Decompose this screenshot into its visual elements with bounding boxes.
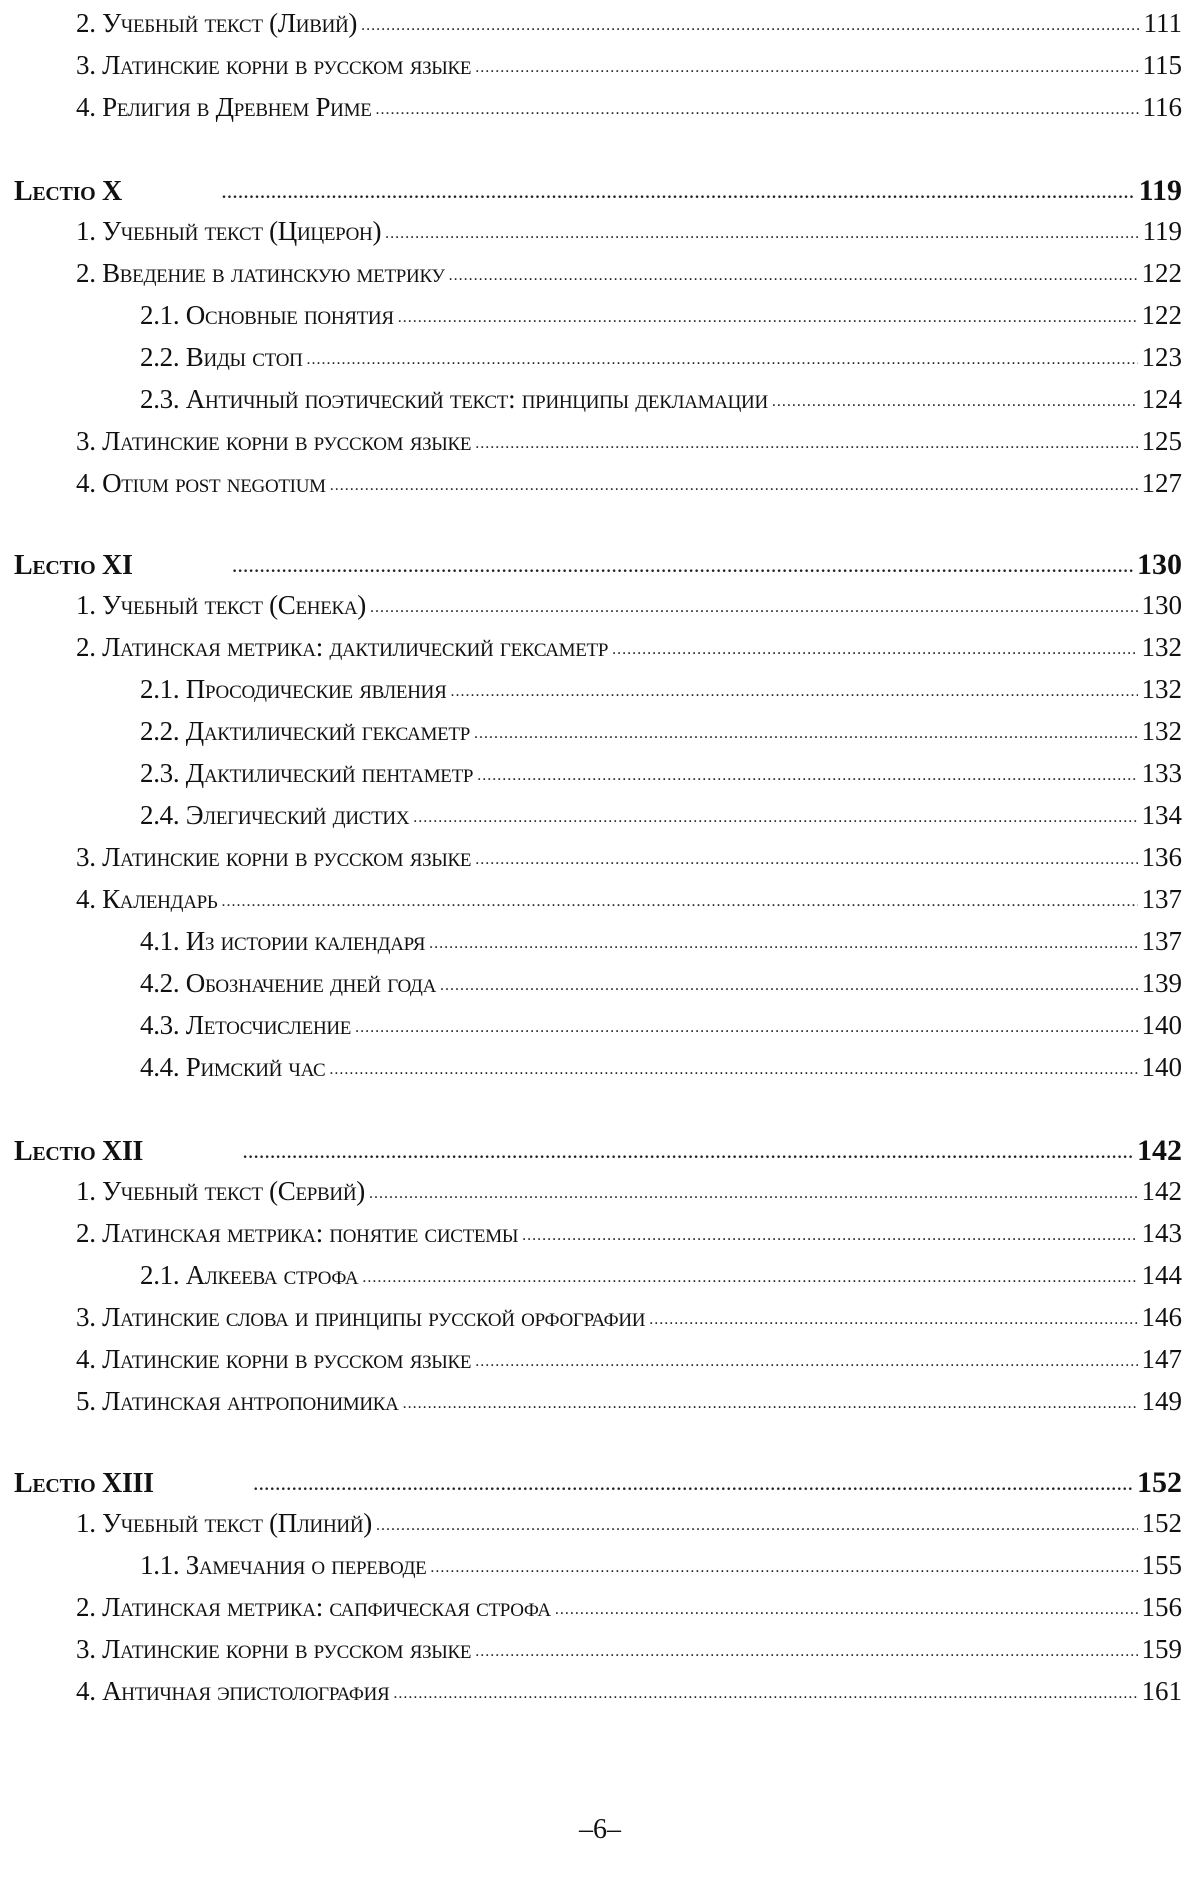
toc-entry-title: Lectio XIII (14, 1468, 154, 1499)
toc-entry-title: 2.1. Просодические явления (140, 674, 447, 704)
toc-entry-row (76, 632, 1182, 663)
dot-leader (449, 267, 1138, 285)
dot-leader (243, 1145, 1133, 1163)
toc-lesson-row (14, 1466, 1182, 1500)
toc-page-number: 147 (1141, 1344, 1182, 1374)
toc-entry-title: 2. Латинская метрика: дактилический гексаметр (76, 632, 609, 662)
toc-page-number: 140 (1141, 1052, 1182, 1082)
toc-entry-row (140, 926, 1182, 957)
dot-leader (430, 1559, 1137, 1577)
toc-entry-title: 2.3. Античный поэтический текст: принципы декламации (140, 384, 768, 414)
toc-entry-row (140, 758, 1182, 789)
dot-leader (475, 59, 1138, 77)
toc-entry-title: 3. Латинские корни в русском языке (76, 50, 472, 80)
dot-leader (772, 393, 1138, 411)
dot-leader (361, 17, 1139, 35)
toc-entry-row (76, 1386, 1182, 1417)
toc-entry-row (76, 842, 1182, 873)
toc-page-number: 116 (1142, 92, 1182, 122)
toc-page-number: 132 (1141, 632, 1182, 662)
toc-entry-row (140, 1052, 1182, 1083)
dot-leader (555, 1601, 1138, 1619)
toc-entry-row (140, 1010, 1182, 1041)
toc-page-number: 139 (1141, 968, 1182, 998)
toc-entry-title: 1. Учебный текст (Сервий) (76, 1176, 365, 1206)
dot-leader (612, 641, 1137, 659)
toc-entry-title: 3. Латинские корни в русском языке (76, 842, 472, 872)
toc-entry-title: 3. Латинские корни в русском языке (76, 426, 472, 456)
toc-entry-row (140, 384, 1182, 415)
toc-entry-title: 5. Латинская антропонимика (76, 1386, 399, 1416)
toc-entry-title: 4.4. Римский час (140, 1052, 326, 1082)
toc-entry-title: 2.4. Элегический дистих (140, 800, 410, 830)
toc-entry-title: Lectio XII (14, 1136, 144, 1167)
toc-page-number: 122 (1141, 300, 1182, 330)
toc-entry-title: Lectio XI (14, 550, 133, 581)
toc-entry-title: 4. Латинские корни в русском языке (76, 1344, 472, 1374)
toc-entry-row (76, 1302, 1182, 1333)
toc-entry-row (140, 1550, 1182, 1581)
dot-leader (477, 767, 1137, 785)
toc-page-number: 161 (1141, 1676, 1182, 1706)
toc-entry-row (140, 674, 1182, 705)
dot-leader (385, 225, 1138, 243)
dot-leader (369, 1185, 1138, 1203)
toc-entry-row (76, 468, 1182, 499)
toc-lesson-row (14, 1134, 1182, 1168)
dot-leader (398, 309, 1138, 327)
dot-leader (522, 1227, 1137, 1245)
toc-page-number: 146 (1141, 1302, 1182, 1332)
toc-page-number: 111 (1143, 8, 1182, 38)
toc-entry-row (140, 716, 1182, 747)
toc-entry-row (76, 1676, 1182, 1707)
toc-entry-title: 4.1. Из истории календаря (140, 926, 426, 956)
page-number: –6– (579, 1814, 621, 1845)
toc-entry-row (76, 1634, 1182, 1665)
toc-entry-title: 4. Античная эпистолография (76, 1676, 390, 1706)
toc-page-number: 136 (1141, 842, 1182, 872)
toc-entry-title: 2.3. Дактилический пентаметр (140, 758, 474, 788)
dot-leader (474, 725, 1138, 743)
toc-entry-title: 2. Учебный текст (Ливий) (76, 8, 358, 38)
dot-leader (429, 935, 1137, 953)
toc-page-number: 119 (1138, 174, 1182, 207)
dot-leader (362, 1269, 1137, 1287)
toc-lesson-row (14, 548, 1182, 582)
toc-entry-row (76, 884, 1182, 915)
dot-leader (330, 477, 1138, 495)
dot-leader (649, 1311, 1137, 1329)
toc-page-number: 142 (1137, 1134, 1182, 1167)
toc-page-number: 137 (1141, 884, 1182, 914)
toc-entry-row (140, 800, 1182, 831)
dot-leader (222, 185, 1135, 203)
toc-page-number: 134 (1141, 800, 1182, 830)
toc-entry-row (140, 968, 1182, 999)
toc-entry-title: 4.3. Летосчисление (140, 1010, 352, 1040)
dot-leader (413, 809, 1137, 827)
toc-entry-row (76, 1508, 1182, 1539)
toc-page-number: 132 (1141, 716, 1182, 746)
toc-entry-title: 1. Учебный текст (Плиний) (76, 1508, 372, 1538)
toc-entry-row (76, 92, 1182, 123)
toc-entry-title: 1.1. Замечания о переводе (140, 1550, 427, 1580)
toc-page-number: 149 (1141, 1386, 1182, 1416)
toc-entry-title: 2. Латинская метрика: сапфическая строфа (76, 1592, 551, 1622)
dot-leader (355, 1019, 1137, 1037)
toc-entry-row (140, 300, 1182, 331)
toc-page-number: 124 (1141, 384, 1182, 414)
toc-lesson-row (14, 174, 1182, 208)
dot-leader (450, 683, 1137, 701)
dot-leader (329, 1061, 1137, 1079)
toc-page-number: 142 (1141, 1176, 1182, 1206)
dot-leader (222, 893, 1138, 911)
toc-page-number: 155 (1141, 1550, 1182, 1580)
toc-entry-row (76, 258, 1182, 289)
toc-entry-row (76, 590, 1182, 621)
toc-entry-title: 2.1. Основные понятия (140, 300, 394, 330)
toc-page-number: 152 (1141, 1508, 1182, 1538)
toc-entry-title: 2. Введение в латинскую метрику (76, 258, 445, 288)
dot-leader (233, 559, 1133, 577)
toc-page-number: 125 (1141, 426, 1182, 456)
dot-leader (376, 101, 1139, 119)
toc-page-number: 137 (1141, 926, 1182, 956)
toc-page-number: 132 (1141, 674, 1182, 704)
toc-page-number: 123 (1141, 342, 1182, 372)
dot-leader (376, 1517, 1138, 1535)
toc-entry-title: 4.2. Обозначение дней года (140, 968, 437, 998)
toc-entry-row (76, 1176, 1182, 1207)
toc-page-number: 133 (1141, 758, 1182, 788)
dot-leader (403, 1395, 1138, 1413)
toc-entry-title: Lectio X (14, 176, 122, 207)
toc-page-number: 144 (1141, 1260, 1182, 1290)
toc-entry-title: 2.2. Виды стоп (140, 342, 303, 372)
toc-entry-row (76, 8, 1182, 39)
toc-entry-row (76, 1218, 1182, 1249)
toc-page-number: 130 (1141, 590, 1182, 620)
toc-page-number: 127 (1141, 468, 1182, 498)
dot-leader (475, 1643, 1137, 1661)
toc-entry-row (76, 426, 1182, 457)
dot-leader (475, 1353, 1137, 1371)
toc-page-number: 143 (1141, 1218, 1182, 1248)
toc-entry-row (76, 50, 1182, 81)
toc-entry-title: 4. Otium post negotium (76, 468, 326, 498)
toc-page-number: 119 (1142, 216, 1182, 246)
toc-entry-row (76, 1344, 1182, 1375)
toc-page-number: 152 (1137, 1466, 1182, 1499)
toc-page-number: 130 (1137, 548, 1182, 581)
toc-entry-row (140, 342, 1182, 373)
toc-entry-row (76, 216, 1182, 247)
toc-entry-title: 1. Учебный текст (Сенека) (76, 590, 367, 620)
dot-leader (307, 351, 1138, 369)
toc-page-number: 159 (1141, 1634, 1182, 1664)
dot-leader (393, 1685, 1137, 1703)
toc-entry-row (140, 1260, 1182, 1291)
toc-page-number: 140 (1141, 1010, 1182, 1040)
toc-page-number: 156 (1141, 1592, 1182, 1622)
toc-entry-row (76, 1592, 1182, 1623)
dot-leader (475, 435, 1137, 453)
dot-leader (370, 599, 1137, 617)
dot-leader (440, 977, 1137, 995)
dot-leader (254, 1477, 1133, 1495)
toc-entry-title: 4. Религия в Древнем Риме (76, 92, 372, 122)
toc-entry-title: 4. Календарь (76, 884, 218, 914)
dot-leader (475, 851, 1137, 869)
toc-entry-title: 1. Учебный текст (Цицерон) (76, 216, 382, 246)
toc-entry-title: 3. Латинские слова и принципы русской орфографии (76, 1302, 646, 1332)
toc-entry-title: 2. Латинская метрика: понятие системы (76, 1218, 519, 1248)
toc-entry-title: 2.1. Алкеева строфа (140, 1260, 359, 1290)
toc-page-number: 122 (1141, 258, 1182, 288)
toc-entry-title: 2.2. Дактилический гексаметр (140, 716, 470, 746)
toc-page-number: 115 (1142, 50, 1182, 80)
toc-entry-title: 3. Латинские корни в русском языке (76, 1634, 472, 1664)
